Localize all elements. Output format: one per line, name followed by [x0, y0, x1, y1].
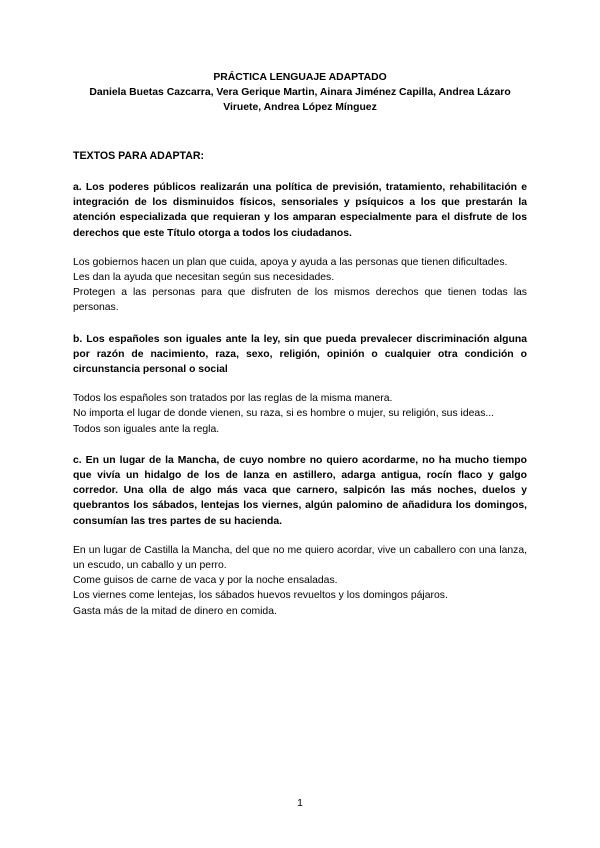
adapted-line: Los gobiernos hacen un plan que cuida, apoya y ayuda a las personas que tienen dificultades.: [73, 256, 508, 268]
adapted-line: En un lugar de Castilla la Mancha, del que no me quiero acordar, vive un caballero con una lanza, un escudo, un caballo y un perro.: [73, 544, 527, 572]
adapted-line: Les dan la ayuda que necesitan según sus necesidades.: [73, 272, 335, 284]
adapted-line: Gasta más de la mitad de dinero en comida.: [73, 605, 277, 617]
adapted-line: Todos los españoles son tratados por las reglas de la misma manera.: [73, 393, 393, 405]
authors-line-2: Viruete, Andrea López Mínguez: [223, 102, 377, 113]
adapted-line: Come guisos de carne de vaca y por la noche ensaladas.: [73, 575, 338, 587]
original-text-a: a. Los poderes públicos realizarán una política de previsión, tratamiento, rehabilitación e integración de los disminuidos físicos, sensoriales y psíquicos a los que prestarán la atención especializada que requieran y los amparan especialmente para el disfrute de los derechos que este Título otorga a todos los ciudadanos.: [73, 182, 527, 239]
authors-line-1: Daniela Buetas Cazcarra, Vera Gerique Martin, Ainara Jiménez Capilla, Andrea Lázaro: [89, 87, 511, 98]
adapted-text-b: [73, 391, 527, 437]
original-text-c: c. En un lugar de la Mancha, de cuyo nombre no quiero acordarme, no ha mucho tiempo que vivía un hidalgo de los de lanza en astillero, adarga antigua, rocín flaco y galgo corredor. Una olla de algo más vaca que carnero, salpicón las más noches, duelos y quebrantos los sábados, lentejas los viernes, algún palomino de añadidura los domingos, consumían las tres partes de su hacienda.: [73, 454, 527, 527]
adapted-line: Todos son iguales ante la regla.: [73, 423, 220, 435]
adapted-line: Los viernes come lentejas, los sábados huevos revueltos y los domingos pájaros.: [73, 590, 448, 602]
adapted-text-c: [73, 543, 527, 619]
adapted-text-a: [73, 255, 527, 316]
adapted-line: Protegen a las personas para que disfruten de los mismos derechos que tienen todas las personas.: [73, 287, 527, 314]
page-number: 1: [297, 798, 303, 809]
document-title: PRÁCTICA LENGUAJE ADAPTADO: [213, 72, 387, 83]
document-header: [73, 70, 527, 115]
section-title: TEXTOS PARA ADAPTAR:: [73, 150, 205, 162]
original-text-b: b. Los españoles son iguales ante la ley, sin que pueda prevalecer discriminación alguna por razón de nacimiento, raza, sexo, religión, opinión o cualquier otra condición o circunstancia personal o social: [73, 333, 527, 376]
adapted-line: No importa el lugar de donde vienen, su raza, si es hombre o mujer, su religión, sus ideas...: [73, 408, 495, 420]
